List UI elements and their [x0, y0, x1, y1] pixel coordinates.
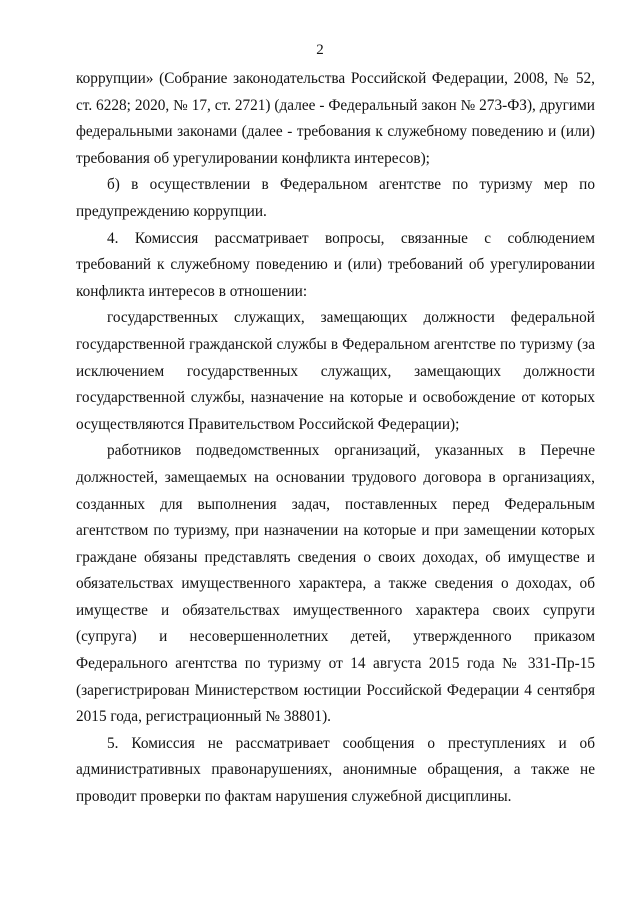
page-number: 2 [316, 42, 324, 58]
paragraph-continuation: коррупции» (Собрание законодательства Российской Федерации, 2008, № 52, ст. 6228; 2020, № 17, ст. 2721) (далее - Федеральный закон № 273-ФЗ), другими федеральными законами (далее - требования к служебному поведению и (или) требования об урегулировании конфликта интересов); [76, 70, 595, 167]
paragraph-section-4: 4. Комиссия рассматривает вопросы, связанные с соблюдением требований к служебному поведению и (или) требований об урегулировании конфликта интересов в отношении: [76, 229, 595, 300]
paragraph-section-5: 5. Комиссия не рассматривает сообщения о преступлениях и об административных правонарушениях, анонимные обращения, а также не проводит проверки по фактам нарушения служебной дисциплины. [76, 734, 595, 806]
paragraph-civil-servants: государственных служащих, замещающих должности федеральной государственной гражданской службы в Федеральном агентстве по туризму (за исключением государственных служащих, замещающих должности государственной службы, назначение на которые и освобождение от которых осуществляются Правительством Российской Федерации); [76, 309, 595, 433]
paragraph-subordinate-employees: работников подведомственных организаций, указанных в Перечне должностей, замещаемых на основании трудового договора в организациях, созданных для выполнения задач, поставленных перед Федеральным агентством по туризму, при назначении на которые и при замещении которых граждане обязаны представлять сведения о своих доходах, об имуществе и обязательствах имущественного характера, а также сведения о доходах, об имуществе и обязательствах имущественного характера своих супруги (супруга) и несовершеннолетних детей, утвержденного приказом Федерального агентства по туризму от 14 августа 2015 года № 331-Пр-15 (зарегистрирован Министерством юстиции Российской Федерации 4 сентября 2015 года, регистрационный № 38801). [76, 442, 595, 726]
paragraph-item-b: б) в осуществлении в Федеральном агентстве по туризму мер по предупреждению коррупции. [76, 176, 595, 220]
document-body [76, 66, 595, 811]
